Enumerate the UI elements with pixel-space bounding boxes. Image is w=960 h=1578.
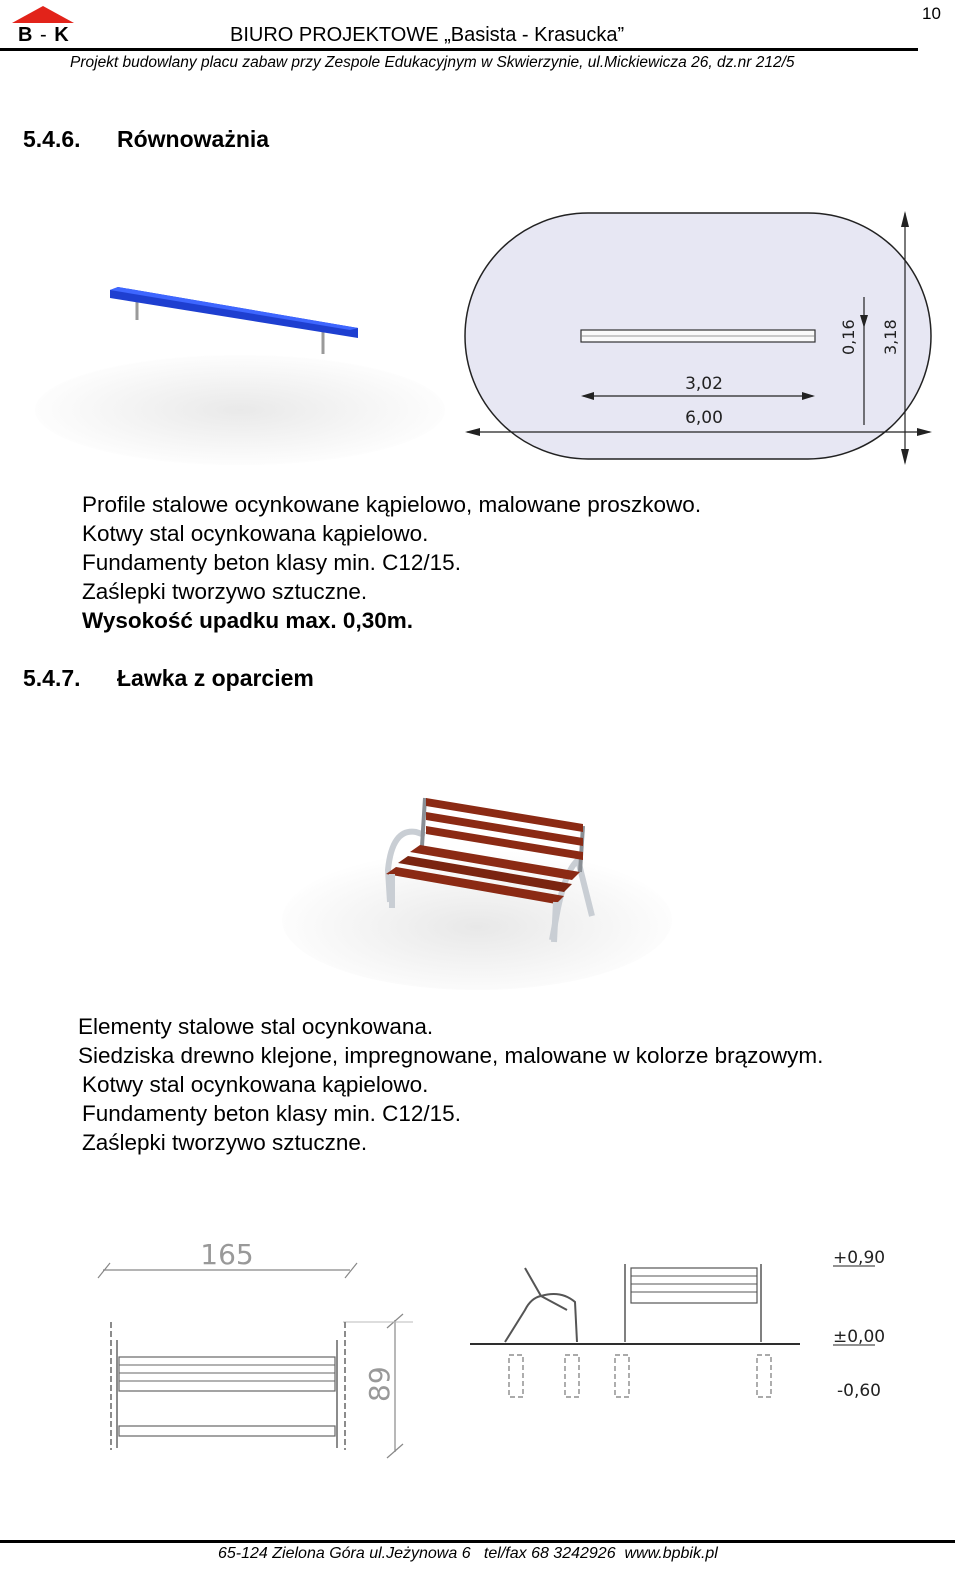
level-ground-label: ±0,00 [833,1327,885,1347]
logo-right: K [54,24,70,46]
desc-line: Fundamenty beton klasy min. C12/15. [82,550,461,575]
bench-height-label: 89 [363,1366,396,1402]
dim-beam-width: 0,16 [839,319,858,355]
project-subtitle: Projekt budowlany placu zabaw przy Zespole Edukacyjnym w Skwierzynie, ul.Mickiewicza 26, dz.nr 212/5 [70,54,795,71]
header-rule [0,48,918,51]
section-title-balance-beam: Równoważnia [117,126,270,152]
desc-line: Zaślepki tworzywo sztuczne. [82,579,368,604]
logo-dash: - [40,24,48,46]
logo-roof-icon [10,5,76,25]
beam-ground-shadow [35,355,445,465]
foundation [565,1355,579,1397]
balance-beam-image [30,270,450,465]
section-number-balance-beam: 5.4.6. [23,126,81,152]
desc-line: Profile stalowe ocynkowane kąpielowo, malowane proszkowo. [82,492,702,517]
firm-name: BIURO PROJEKTOWE „Basista - Krasucka” [230,24,625,46]
page-number: 10 [922,4,941,23]
footer-address: 65-124 Zielona Góra ul.Jeżynowa 6 tel/fax 68 3242926 www.bpbik.pl [218,1545,718,1562]
desc-line: Zaślepki tworzywo sztuczne. [82,1130,368,1155]
bench-description [78,1012,823,1157]
balance-beam-description [82,490,701,635]
foundation [509,1355,523,1397]
footer-rule [0,1540,955,1543]
dim-beam-length: 3,02 [685,374,723,394]
bench-side-back-slats [631,1268,757,1303]
bench-side-profile [505,1294,577,1342]
beam-top [110,287,358,330]
logo-text [18,24,70,47]
foundation [757,1355,771,1397]
desc-line: Elementy stalowe stal ocynkowana. [78,1014,434,1039]
balance-beam-plan [462,205,940,470]
desc-line: Kotwy stal ocynkowana kąpielowo. [82,1072,429,1097]
bench-front-seat [119,1426,335,1436]
level-top-label: +0,90 [833,1248,885,1268]
bench-width-label: 165 [200,1238,254,1271]
desc-line: Siedziska drewno klejone, impregnowane, malowane w kolorze brązowym. [78,1043,824,1068]
foundation [615,1355,629,1397]
section-number-bench: 5.4.7. [23,665,81,691]
section-title-bench: Ławka z oparciem [117,665,314,691]
fall-height-note: Wysokość upadku max. 0,30m. [82,608,413,633]
desc-line: Kotwy stal ocynkowana kąpielowo. [82,521,429,546]
bench-front-drawing [95,1230,425,1465]
bench-image [280,790,675,995]
dim-zone-width: 3,18 [881,319,900,355]
bench-front-back-slats [119,1357,335,1391]
logo-left: B [18,24,34,46]
level-bottom-label: -0,60 [837,1381,881,1401]
desc-line: Fundamenty beton klasy min. C12/15. [82,1101,461,1126]
bench-side-drawing [465,1240,885,1405]
dim-zone-length: 6,00 [685,408,723,428]
